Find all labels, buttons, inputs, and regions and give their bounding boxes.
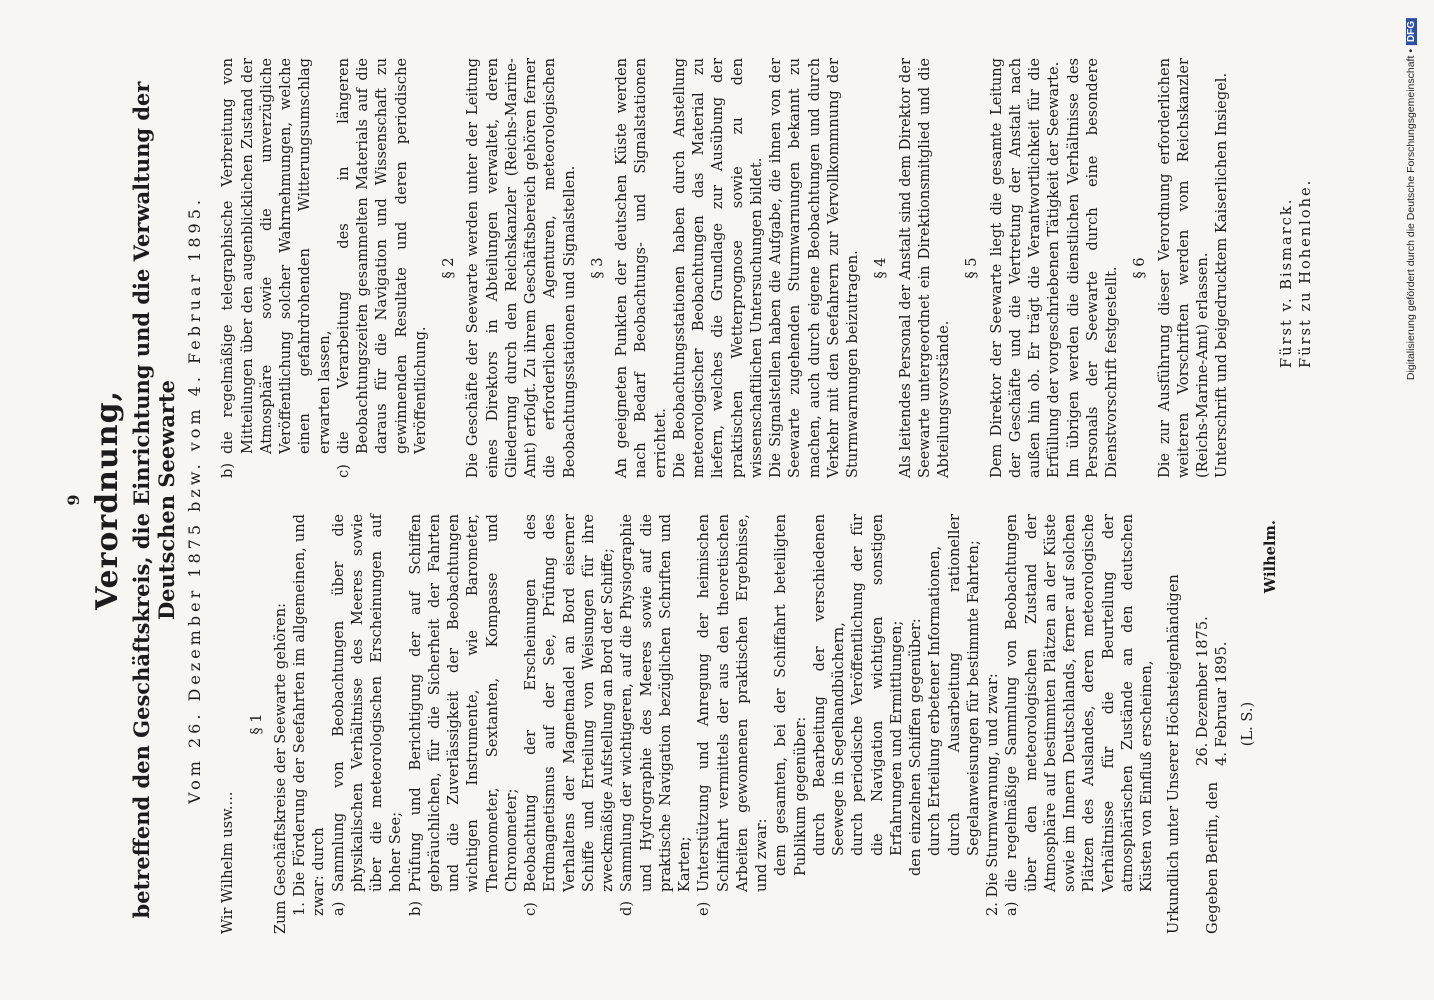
sub-item: durch Ausarbeitung rationeller Segelanweisungen für bestimmte Fahrten; — [945, 514, 982, 856]
document-date: Vom 26. Dezember 1875 bzw. vom 4. Februar 1895. — [185, 196, 205, 805]
list-item — [617, 514, 694, 934]
seal-mark: (L. S.) — [1238, 701, 1256, 747]
list-label: e) — [695, 901, 713, 916]
list-item — [334, 58, 430, 478]
given-prefix: Gegeben Berlin, den — [1203, 781, 1221, 934]
paragraph: Die Geschäfte der Seewarte werden unter der Leitung eines Direktors in Abteilungen verwaltet, deren Gliederung durch den Reichskanzler (Reichs-Marine-Amt) erfolgt. Zu ihrem Geschäftsbereich gehören ferner die erforderlichen Agenturen, meteorologischen Beobachtungsstationen und Signalstellen. — [464, 58, 578, 478]
list-label: b) — [406, 900, 424, 916]
paragraph: Die Signalstellen haben die Aufgabe, die ihnen von der Seewarte zugehenden Sturmwarnungen bekannt zu machen, auch durch eigene Beobachtungen und durch Verkehr mit den Seefahrern zur Vervollkommnung der Sturmwarnungen beizutragen. — [767, 58, 862, 478]
emperor-signature: Wilhelm. — [1261, 520, 1279, 594]
list-label: c) — [522, 902, 540, 916]
list-text: die Verarbeitung des in längeren Beobachtungszeiten gesammelten Materials auf die daraus für die Navigation und Wissenschaft zu gewinnenden Resultate und deren periodische Veröffentlichung. — [334, 58, 429, 454]
list-label: a) — [329, 901, 347, 916]
list-item: 2. Die Sturmwarnung, und zwar: — [984, 673, 1002, 916]
section-heading: § 5 — [963, 257, 981, 279]
list-item — [694, 514, 771, 934]
intro-line: Wir Wilhelm usw.... — [219, 791, 237, 934]
list-item — [1002, 514, 1156, 934]
list-item — [406, 514, 522, 934]
list-text: die regelmäßige Sammlung von Beobachtungen über den meteorologischen Zustand der Atmosphäre auf bestimmten Plätzen an der Küste sowie im Innern Deutschlands, ferner auf solchen Plätzen des Auslandes, deren meteorologische Verhältnisse für die Beurteilung der atmosphärischen Zustände an den deutschen Küsten von Einfluß erscheinen, — [1003, 514, 1156, 892]
countersignatures — [1278, 58, 1316, 478]
funding-note — [1402, 6, 1420, 392]
list-label: b) — [219, 462, 237, 478]
closing-text: Urkundlich unter Unserer Höchsteigenhändigen — [1165, 574, 1183, 934]
paragraph: Die zur Ausführung dieser Verordnung erforderlichen weiteren Vorschriften werden vom Reichskanzler (Reichs-Marine-Amt) erlassen. — [1155, 58, 1212, 478]
given-date: 4. Februar 1895. — [1212, 641, 1230, 766]
document-subtitle: betreffend den Geschäftskreis, die Einrichtung und die Verwaltung der Deutschen Seewarte — [129, 81, 180, 919]
section-heading: § 4 — [872, 257, 890, 279]
signature-hohenlohe: Fürst zu Hohenlohe. — [1296, 178, 1314, 368]
paragraph: Dem Direktor der Seewarte liegt die gesamte Leitung der Geschäfte und die Vertretung der Anstalt nach außen hin ob. Er trägt die Verantwortlichkeit für die Erfüllung der vorgeschriebenen Tätigkeit der Seewarte. — [987, 58, 1063, 478]
text-columns — [218, 58, 1315, 934]
page-number: 9 — [64, 494, 83, 506]
paragraph: Im übrigen werden die dienstlichen Verhältnisse des Personals der Seewarte durch eine besondere Dienstvorschrift festgestellt. — [1064, 58, 1121, 478]
list-item — [218, 58, 334, 478]
sub-item: durch Erteilung erbetener Informationen, — [926, 545, 944, 856]
sub-item: dem gesamten, bei der Schiffahrt beteiligten Publikum gegenüber: — [772, 514, 809, 876]
list-text: Prüfung und Berichtigung der auf Schiffen gebräuchlichen, für die Sicherheit der Fahrten und die Zuverlässigkeit der Beobachtungen wichtigen Instrumente, wie Barometer, Thermometer, Sextanten, Kompasse und Chronometer; — [406, 514, 520, 892]
section-heading: § 2 — [440, 257, 458, 279]
list-text: Sammlung der wichtigeren, auf die Physiographie und Hydrographie des Meeres sowie auf die praktische Navigation bezüglichen Schriften und Karten; — [618, 514, 694, 892]
funding-text: Digitalisierung gefördert durch die Deutsche Forschungsgemeinschaft • — [1405, 49, 1417, 381]
document-page — [52, 20, 1382, 980]
section-heading: § 1 — [247, 713, 265, 735]
section-heading: § 3 — [588, 257, 606, 279]
dfg-logo: DFG — [1406, 18, 1417, 45]
paragraph: Als leitendes Personal der Anstalt sind dem Direktor der Seewarte untergeordnet ein Direktionsmitglied und die Abteilungsvorstände. — [896, 58, 953, 478]
closing-text: Unterschrift und beigedrucktem Kaiserlichen Insiegel. — [1213, 72, 1231, 478]
paragraph: Die Beobachtungsstationen haben durch Anstellung meteorologischer Beobachtungen das Material zu liefern, welches die Grundlage zur Ausübung der praktischen Wetterprognose sowie zu den wissenschaftlichen Untersuchungen bildet. — [670, 58, 765, 478]
given-date: 26. Dezember 1875. — [1193, 616, 1211, 766]
list-item — [521, 514, 617, 934]
list-text: Beobachtung der Erscheinungen des Erdmagnetismus auf der See, Prüfung des Verhaltens der Magnetnadel an Bord eiserner Schiffe und Erteilung von Weisungen für ihre zweckmäßige Aufstellung an Bord der Schiffe; — [522, 514, 617, 892]
signature-bismarck: Fürst v. Bismarck. — [1277, 197, 1295, 368]
list-item — [329, 514, 406, 934]
document-title: Verordnung, — [90, 389, 125, 611]
list-text: Sammlung von Beobachtungen über die physikalischen Verhältnisse des Meeres sowie über die meteorologischen Erscheinungen auf hoher See; — [329, 514, 405, 892]
list-label: a) — [1003, 901, 1021, 916]
list-item: 1. Die Förderung der Seefahrten im allgemeinen, und zwar: durch — [291, 514, 328, 916]
list-label: c) — [334, 464, 352, 478]
list-label: d) — [618, 900, 636, 916]
paragraph: An geeigneten Punkten der deutschen Küste werden nach Bedarf Beobachtungs- und Signalstationen errichtet. — [613, 58, 669, 478]
right-column — [218, 58, 1315, 478]
left-column — [218, 514, 1315, 934]
paragraph: Zum Geschäftskreise der Seewarte gehören: — [271, 603, 289, 934]
list-text: Unterstützung und Anregung der heimischen Schiffahrt vermittels der aus den theoretischen Arbeiten gewonnenen praktischen Ergebnisse, und zwar: — [695, 514, 771, 892]
sub-item: durch periodische Veröffentlichung der für die Navigation wichtigen sonstigen Erfahrungen und Ermittlungen; — [849, 514, 905, 856]
section-heading: § 6 — [1131, 257, 1149, 279]
sub-item: durch Bearbeitung der verschiedenen Seewege in Segelhandbüchern, — [810, 514, 848, 856]
given-line — [1194, 514, 1232, 934]
sub-item: den einzelnen Schiffen gegenüber: — [907, 618, 925, 876]
list-text: die regelmäßige telegraphische Verbreitung von Mitteilungen über den augenblicklichen Zustand der Atmosphäre sowie die unverzügliche Veröffentlichung solcher Wahrnehmungen, welche einen gefahrdrohenden Witterungsumschlag erwarten lassen, — [219, 58, 333, 454]
